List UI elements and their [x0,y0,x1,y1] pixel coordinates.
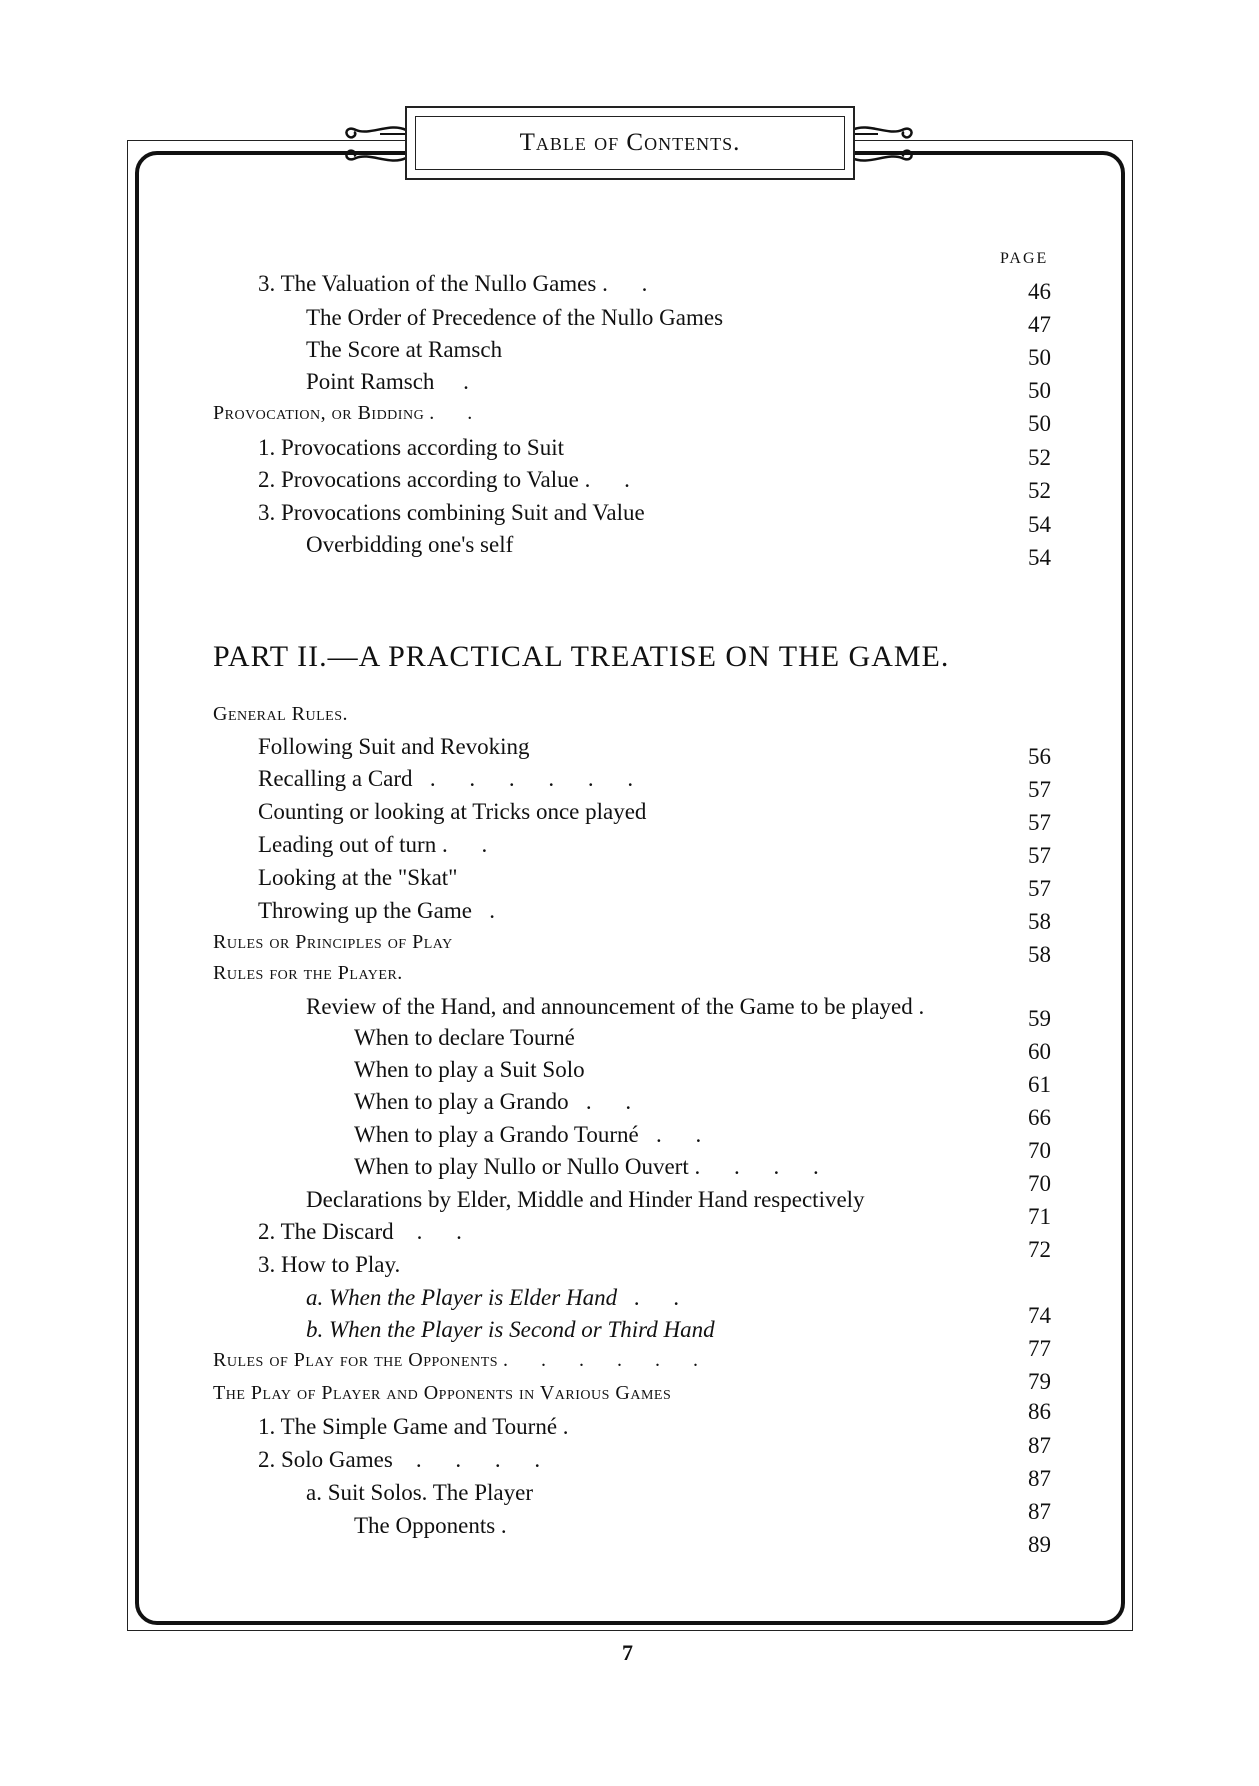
toc-page-number: 58 [1028,909,1051,934]
toc-entry: Review of the Hand, and announcement of the Game to be played . [306,994,939,1019]
toc-page-number: 57 [1028,843,1051,868]
toc-entry: Throwing up the Game . [258,898,509,923]
toc-entry: When to play Nullo or Nullo Ouvert . . . . [354,1154,833,1179]
toc-page-number: 54 [1028,545,1051,570]
left-scroll-ornament-icon [340,120,408,168]
toc-entry: Leading out of turn . . [258,832,502,857]
toc-section-heading: General Rules. [213,703,348,725]
toc-page-number: 70 [1028,1171,1051,1196]
toc-entry: 3. The Valuation of the Nullo Games . . [258,271,662,296]
toc-section-heading: Rules for the Player. [213,962,403,984]
toc-entry: The Score at Ramsch [306,337,503,362]
toc-entry: 2. The Discard . . [258,1219,476,1244]
toc-entry: The Order of Precedence of the Nullo Games [306,305,724,330]
toc-section-heading: Rules or Principles of Play [213,931,453,953]
toc-page-number: 56 [1028,744,1051,769]
toc-page-number: 74 [1028,1303,1051,1328]
toc-entry: When to play a Grando Tourné . . [354,1122,716,1147]
toc-page-number: 70 [1028,1138,1051,1163]
toc-page-number: 54 [1028,512,1051,537]
toc-page-number: 66 [1028,1105,1051,1130]
toc-page-number: 50 [1028,345,1051,370]
toc-entry: Counting or looking at Tricks once played [258,799,647,824]
toc-entry: The Opponents . [354,1513,521,1538]
toc-page-number: 47 [1028,312,1051,337]
toc-page-number: 86 [1028,1399,1051,1424]
toc-entry: 2. Solo Games . . . . [258,1447,555,1472]
title-box [405,106,855,180]
toc-entry: 3. How to Play. [258,1252,401,1277]
toc-entry: When to play a Grando . . [354,1089,646,1114]
toc-entry: When to declare Tourné [354,1025,575,1050]
toc-entry: a. Suit Solos. The Player [306,1480,534,1505]
toc-page-number: 52 [1028,445,1051,470]
toc-page-number: 72 [1028,1237,1051,1262]
toc-page-number: 87 [1028,1433,1051,1458]
toc-page-number: 87 [1028,1499,1051,1524]
folio-page-number: 7 [622,1640,633,1665]
toc-page-number: 77 [1028,1336,1051,1361]
part-heading: PART II.—A PRACTICAL TREATISE ON THE GAME. [213,640,950,673]
toc-page-number: 57 [1028,777,1051,802]
toc-entry: 1. Provocations according to Suit [258,435,564,460]
page-title: Table of Contents. [519,129,741,156]
title-inner-frame [415,116,845,170]
toc-entry: Overbidding one's self [306,532,514,557]
toc-page-number: 58 [1028,942,1051,967]
toc-page-number: 57 [1028,810,1051,835]
toc-page-number: 87 [1028,1466,1051,1491]
toc-entry: 2. Provocations according to Value . . [258,467,644,492]
toc-page-number: 50 [1028,378,1051,403]
toc-entry: Recalling a Card . . . . . . [258,766,648,791]
toc-page-number: 59 [1028,1006,1051,1031]
page-column-label: PAGE [1000,250,1049,267]
toc-entry: Looking at the "Skat" [258,865,458,890]
toc-entry: Provocation, or Bidding . . [213,402,487,424]
toc-entry: 1. The Simple Game and Tourné . [258,1414,583,1439]
toc-page-number: 60 [1028,1039,1051,1064]
toc-page-number: 46 [1028,279,1051,304]
toc-entry: When to play a Suit Solo [354,1057,585,1082]
toc-entry: Declarations by Elder, Middle and Hinder Hand respectively [306,1187,865,1212]
toc-page-number: 52 [1028,478,1051,503]
toc-page-number: 79 [1028,1369,1051,1394]
right-scroll-ornament-icon [850,120,918,168]
toc-entry: 3. Provocations combining Suit and Value [258,500,645,525]
toc-entry: a. When the Player is Elder Hand . . [306,1285,694,1310]
toc-section-heading: The Play of Player and Opponents in Various Games [213,1382,672,1404]
toc-section-heading: Rules of Play for the Opponents . . . . . . [213,1349,713,1371]
toc-entry: Following Suit and Revoking [258,734,530,759]
toc-page-number: 89 [1028,1532,1051,1557]
toc-page-number: 71 [1028,1204,1051,1229]
toc-entry: b. When the Player is Second or Third Hand [306,1317,715,1342]
toc-entry: Point Ramsch . [306,369,483,394]
toc-page-number: 50 [1028,411,1051,436]
toc-page-number: 57 [1028,876,1051,901]
toc-page-number: 61 [1028,1072,1051,1097]
